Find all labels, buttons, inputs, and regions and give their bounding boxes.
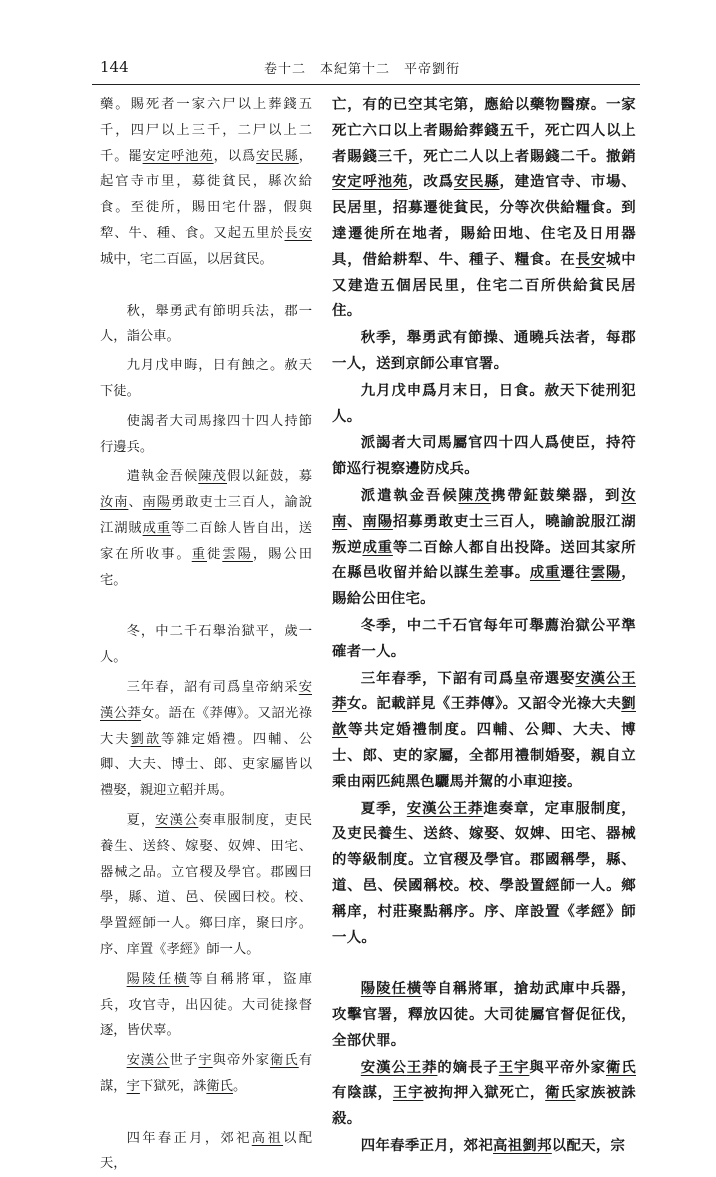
proper-noun: 衛氏 (605, 1058, 636, 1076)
text-run: 派謁者大司馬屬官四十四人爲使臣，持符節巡行視察邊防戍兵。 (332, 434, 636, 478)
text-run: ，賜公田宅。 (100, 546, 313, 588)
left-para-10 (100, 1048, 312, 1100)
text-run: 四年春正月，郊祀 (126, 1130, 252, 1146)
classical-text-column (100, 92, 312, 1177)
proper-noun: 劉歆 (130, 731, 162, 747)
proper-noun: 衛氏 (270, 1053, 299, 1069)
text-run: ，起官寺市里，募徙貧民，縣次給食。至徙所，賜田宅什器，假與犂、牛、種、食。又起五里於 (100, 148, 313, 241)
text-run: 亡，有的已空其宅第，應給以藥物醫療。一家死亡六口以上者賜給葬錢五千，死亡四人以上者賜錢三千，死亡二人以上者賜錢二千。撤銷 (332, 96, 636, 165)
proper-noun: 衛氏 (206, 1078, 233, 1094)
proper-noun: 劉邦 (522, 1137, 552, 1155)
text-run: 藥。賜死者一家六尸以上葬錢五千，四尸以上三千，二尸以上二千。罷 (100, 97, 312, 164)
proper-noun: 高祖 (493, 1137, 523, 1155)
proper-noun: 安漢公 (575, 669, 622, 687)
right-para-6 (332, 613, 636, 665)
text-run: 使謁者大司馬掾四十四人持節行邊兵。 (100, 413, 312, 455)
text-run: 下獄死，誅 (139, 1078, 207, 1094)
text-run: 夏， (126, 812, 156, 828)
proper-noun: 成重 (142, 520, 171, 536)
text-run: 九月戊申爲月末日，日食。赦天下徒刑犯人。 (332, 381, 636, 425)
proper-noun: 王宇 (392, 1084, 424, 1102)
proper-noun: 陳茂 (198, 469, 227, 485)
text-run: 徙 (207, 546, 223, 562)
text-run: 假以鉦鼓，募 (227, 469, 313, 485)
text-run: 有謀， (100, 1053, 313, 1094)
text-run: ，以爲 (213, 148, 257, 164)
right-para-8 (332, 796, 636, 951)
proper-noun: 高祖 (251, 1130, 284, 1146)
proper-noun: 南陽 (362, 512, 393, 530)
text-run: 三年春，詔有司爲皇帝納采 (126, 679, 299, 695)
proper-noun: 陽陵 (360, 980, 392, 998)
text-run: 與平帝外家 (529, 1058, 606, 1076)
proper-noun: 安民縣 (256, 148, 299, 164)
text-run: ，建造官寺、市場、民居里，招募遷徙貧民，分等次供給糧食。到達遷徙所在地者，賜給田地、住宅及日用器具，借給耕犁、牛、種子、糧食。在 (332, 173, 637, 268)
text-run: 九月戊申晦，日有蝕之。赦天下徒。 (100, 358, 312, 399)
text-run: 城中，宅二百區，以居貧民。 (100, 251, 273, 267)
right-para-1 (332, 92, 636, 324)
right-para-9 (332, 976, 636, 1053)
left-para-8 (100, 808, 312, 963)
right-para-5 (332, 483, 636, 612)
text-run: 等二百餘人都自出投降。送回其家所在縣邑收留并給以謀生差事。 (332, 538, 636, 582)
text-run: 進奏章，定車服制度，及吏民養生、送終、嫁娶、奴婢、田宅、器械的等級制度。立官稷及學官。郡國稱學，縣、道、邑、侯國稱校。校、學設置經師一人。鄉稱庠，村莊聚點稱序。序、庠設置《孝經》師一人。 (332, 799, 636, 946)
text-run: 的嫡長子 (437, 1058, 499, 1076)
text-run: 被拘押入獄死亡， (423, 1084, 546, 1102)
proper-noun: 呼池苑 (170, 148, 214, 164)
left-para-6 (100, 619, 312, 671)
proper-noun: 王宇 (498, 1058, 530, 1076)
proper-noun: 陽陵 (126, 971, 158, 987)
proper-noun: 任橫 (157, 971, 190, 987)
left-para-9 (100, 967, 312, 1044)
left-para-2 (100, 299, 312, 351)
right-para-7 (332, 666, 636, 795)
proper-noun: 任橫 (391, 980, 423, 998)
header-rule (92, 84, 640, 85)
proper-noun: 重 (191, 546, 208, 562)
text-run: 以配天， (100, 1130, 313, 1172)
text-run: 等自稱將軍，盜庫兵，攻官寺，出囚徒。大司徒掾督逐，皆伏辜。 (100, 971, 313, 1039)
proper-noun: 安定 (332, 173, 363, 191)
text-run: 城中又建造五個居民里，住宅二百所供給貧民居住。 (332, 250, 636, 320)
left-para-1 (100, 92, 312, 273)
proper-noun: 成重 (362, 538, 393, 556)
text-run: 招募勇敢吏士三百人，曉諭說服江湖叛逆 (332, 512, 636, 556)
right-para-3 (332, 378, 636, 430)
left-para-5 (100, 464, 312, 593)
proper-noun: 王莽 (332, 669, 637, 713)
proper-noun: 王莽 (406, 1058, 438, 1076)
right-para-11 (332, 1133, 636, 1159)
proper-noun: 汝南 (332, 486, 636, 530)
translation-column (332, 92, 636, 1159)
left-para-7 (100, 675, 312, 804)
text-run: 三年春季，下詔有司爲皇帝選娶 (360, 669, 576, 687)
text-run: 等二百餘人皆自出，送家在所收事。 (100, 520, 313, 562)
text-run: 等雜定婚禮。四輔、公卿、大夫、博士、郎、吏家屬皆以禮娶，親迎立軺并馬。 (100, 731, 313, 799)
text-run: ，賜給公田住宅。 (332, 564, 636, 608)
proper-noun: 衛氏 (545, 1084, 576, 1102)
proper-noun: 王莽 (452, 799, 484, 817)
proper-noun: 成重 (529, 564, 561, 582)
text-run: 女。語在《莽傳》。又詔光祿大夫 (100, 705, 313, 747)
text-run: 遣執金吾候 (126, 469, 199, 485)
proper-noun: 長安 (575, 250, 607, 268)
text-run: 以配天，宗 (551, 1137, 626, 1155)
text-run: 與帝外家 (212, 1053, 271, 1069)
text-run: 遷往 (560, 564, 591, 582)
text-run: 派遣執金吾候 (360, 486, 459, 504)
right-para-2 (332, 325, 636, 377)
proper-noun: 劉歆 (332, 695, 636, 739)
text-run: 世子 (169, 1053, 199, 1069)
text-run: 女。記載詳見《王莽傳》。又詔令光祿大夫 (346, 695, 622, 713)
running-header: 卷十二 本紀第十二 平帝劉衎 (264, 62, 461, 77)
text-run: 等自稱將軍，搶劫武庫中兵器，攻擊官署，釋放囚徒。大司徒屬官督促征伐，全部伏罪。 (332, 980, 636, 1049)
text-run: 冬，中二千石舉治獄平，歲一人。 (100, 624, 312, 666)
text-run: 秋，舉勇武有節明兵法，郡一人，詣公車。 (100, 303, 312, 345)
proper-noun: 安民縣 (453, 173, 500, 191)
text-run: 勇敢吏士三百人，諭說江湖賊 (100, 495, 313, 536)
proper-noun: 宇 (126, 1078, 140, 1094)
right-para-4 (332, 430, 636, 482)
text-run: 有陰謀， (332, 1084, 393, 1102)
proper-noun: 安漢公 (360, 1058, 407, 1076)
page-number: 144 (100, 58, 129, 76)
proper-noun: 安漢公 (406, 799, 453, 817)
text-run: 四年春季正月，郊祀 (360, 1137, 494, 1155)
text-run: ，改爲 (408, 173, 454, 191)
proper-noun: 長安 (284, 225, 313, 241)
left-para-3 (100, 353, 312, 405)
proper-noun: 宇 (198, 1053, 213, 1069)
text-run: 、 (128, 495, 143, 511)
left-para-11 (100, 1126, 312, 1177)
right-para-10 (332, 1055, 636, 1132)
text-run: 。 (232, 1078, 247, 1094)
proper-noun: 雲陽 (590, 564, 622, 582)
text-run: 奏車服制度，吏民養生、送終、嫁娶、奴婢、田宅、器械之品。立官稷及學官。郡國曰學，縣、道、邑、侯國曰校。校、學置經師一人。鄉曰庠，聚曰序。序、庠置《孝經》師一人。 (100, 812, 313, 957)
text-run: 秋季，舉勇武有節操、通曉兵法者，每郡一人，送到京師公車官署。 (332, 329, 636, 372)
proper-noun: 雲陽 (222, 546, 253, 562)
proper-noun: 安定 (142, 148, 171, 164)
proper-noun: 呼池苑 (362, 173, 409, 191)
text-run: 家族被誅殺。 (332, 1084, 636, 1128)
proper-noun: 安漢公 (155, 812, 199, 828)
text-run: 携帶鉦鼓樂器，到 (491, 486, 622, 504)
text-run: 等共定婚禮制度。四輔、公卿、大夫、博士、郎、吏的家屬，全都用禮制婚娶，親自立乘由兩匹純黑色驪馬并駕的小車迎接。 (332, 721, 636, 790)
text-run: 冬季，中二千石官每年可舉薦治獄公平準確者一人。 (332, 616, 636, 660)
text-run: 、 (347, 512, 363, 530)
text-run: 夏季， (360, 799, 407, 817)
proper-noun: 南陽 (142, 495, 171, 511)
proper-noun: 陳茂 (458, 486, 492, 504)
proper-noun: 汝南 (100, 495, 129, 511)
proper-noun: 莽 (127, 705, 142, 721)
proper-noun: 安漢公 (100, 679, 312, 721)
proper-noun: 安漢公 (126, 1053, 170, 1069)
left-para-4 (100, 409, 312, 461)
